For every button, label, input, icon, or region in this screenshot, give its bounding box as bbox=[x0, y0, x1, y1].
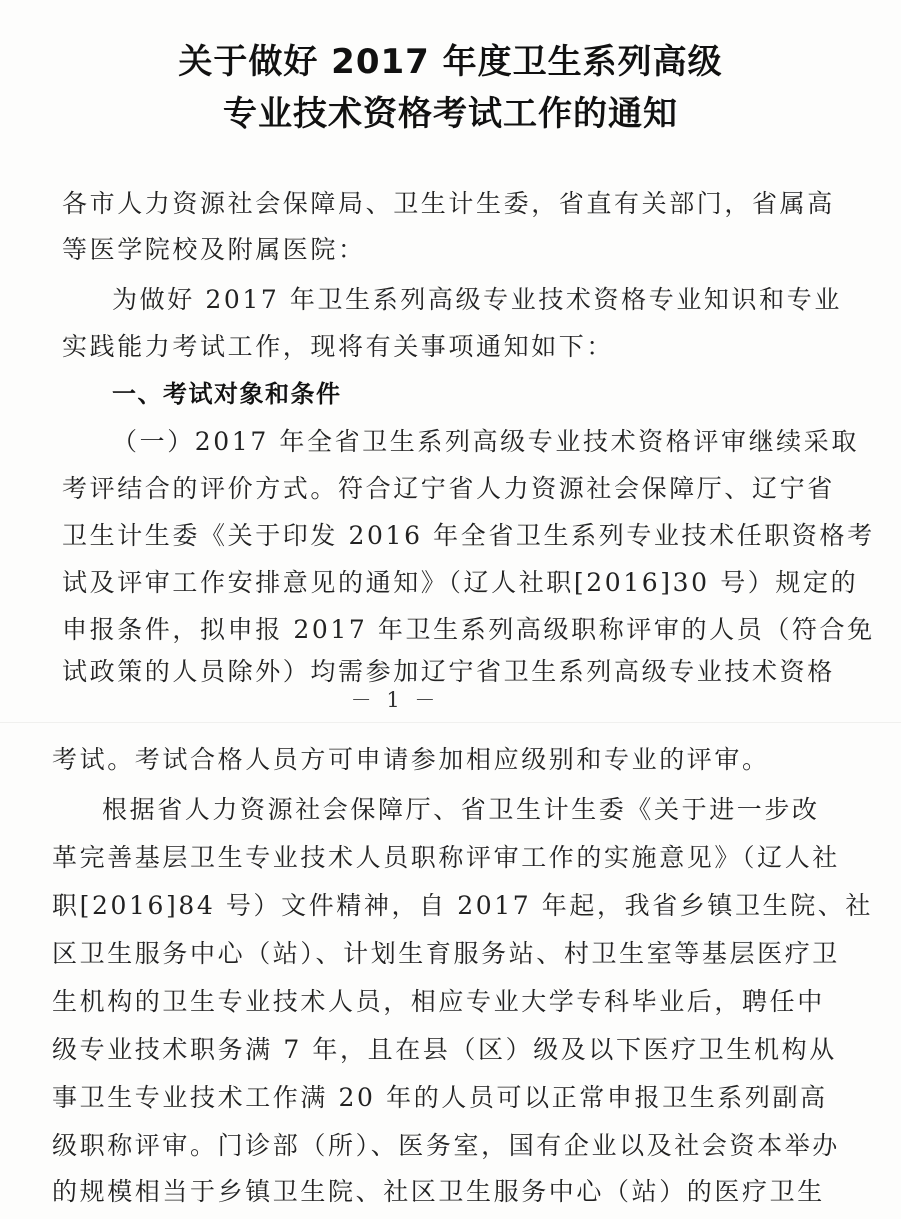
salutation-line-1: 各市人力资源社会保障局、卫生计生委，省直有关部门，省属高 bbox=[62, 189, 835, 218]
paragraph-line: 级职称评审。门诊部（所）、医务室，国有企业以及社会资本举办 bbox=[52, 1131, 840, 1160]
document-title-line-2: 专业技术资格考试工作的通知 bbox=[223, 94, 678, 134]
section-heading: 一、考试对象和条件 bbox=[112, 380, 342, 408]
document-title-line-1: 关于做好 2017 年度卫生系列高级 bbox=[178, 42, 723, 82]
paragraph-line: 卫生计生委《关于印发 2016 年全省卫生系列专业技术任职资格考 bbox=[62, 521, 875, 550]
paragraph-line: 区卫生服务中心（站）、计划生育服务站、村卫生室等基层医疗卫 bbox=[52, 939, 840, 968]
paragraph-line: 根据省人力资源社会保障厅、省卫生计生委《关于进一步改 bbox=[102, 795, 820, 824]
intro-line-2: 实践能力考试工作，现将有关事项通知如下： bbox=[62, 332, 615, 361]
paragraph-line: 职[2016]84 号）文件精神，自 2017 年起，我省乡镇卫生院、社 bbox=[52, 891, 874, 920]
paragraph-line: 试及评审工作安排意见的通知》（辽人社职[2016]30 号）规定的 bbox=[62, 568, 859, 597]
salutation-line-2: 等医学院校及附属医院： bbox=[62, 235, 366, 264]
paragraph-line: 考评结合的评价方式。符合辽宁省人力资源社会保障厅、辽宁省 bbox=[62, 474, 835, 503]
paragraph-line: 考试。考试合格人员方可申请参加相应级别和专业的评审。 bbox=[52, 745, 770, 774]
paragraph-line: 的规模相当于乡镇卫生院、社区卫生服务中心（站）的医疗卫生 bbox=[52, 1177, 825, 1206]
paragraph-line: 级专业技术职务满 7 年，且在县（区）级及以下医疗卫生机构从 bbox=[52, 1035, 837, 1064]
paragraph-line: 申报条件，拟申报 2017 年卫生系列高级职称评审的人员（符合免 bbox=[62, 615, 875, 644]
paragraph-line: 革完善基层卫生专业技术人员职称评审工作的实施意见》（辽人社 bbox=[52, 843, 840, 872]
intro-line-1: 为做好 2017 年卫生系列高级专业技术资格专业知识和专业 bbox=[112, 285, 842, 314]
page-divider bbox=[0, 722, 901, 723]
paragraph-line: 事卫生专业技术工作满 20 年的人员可以正常申报卫生系列副高 bbox=[52, 1083, 828, 1112]
paragraph-line: 生机构的卫生专业技术人员，相应专业大学专科毕业后，聘任中 bbox=[52, 987, 825, 1016]
paragraph-line: 试政策的人员除外）均需参加辽宁省卫生系列高级专业技术资格 bbox=[62, 657, 835, 686]
paragraph-line: （一）2017 年全省卫生系列高级专业技术资格评审继续采取 bbox=[112, 427, 859, 456]
page-number: － 1 － bbox=[350, 688, 440, 712]
